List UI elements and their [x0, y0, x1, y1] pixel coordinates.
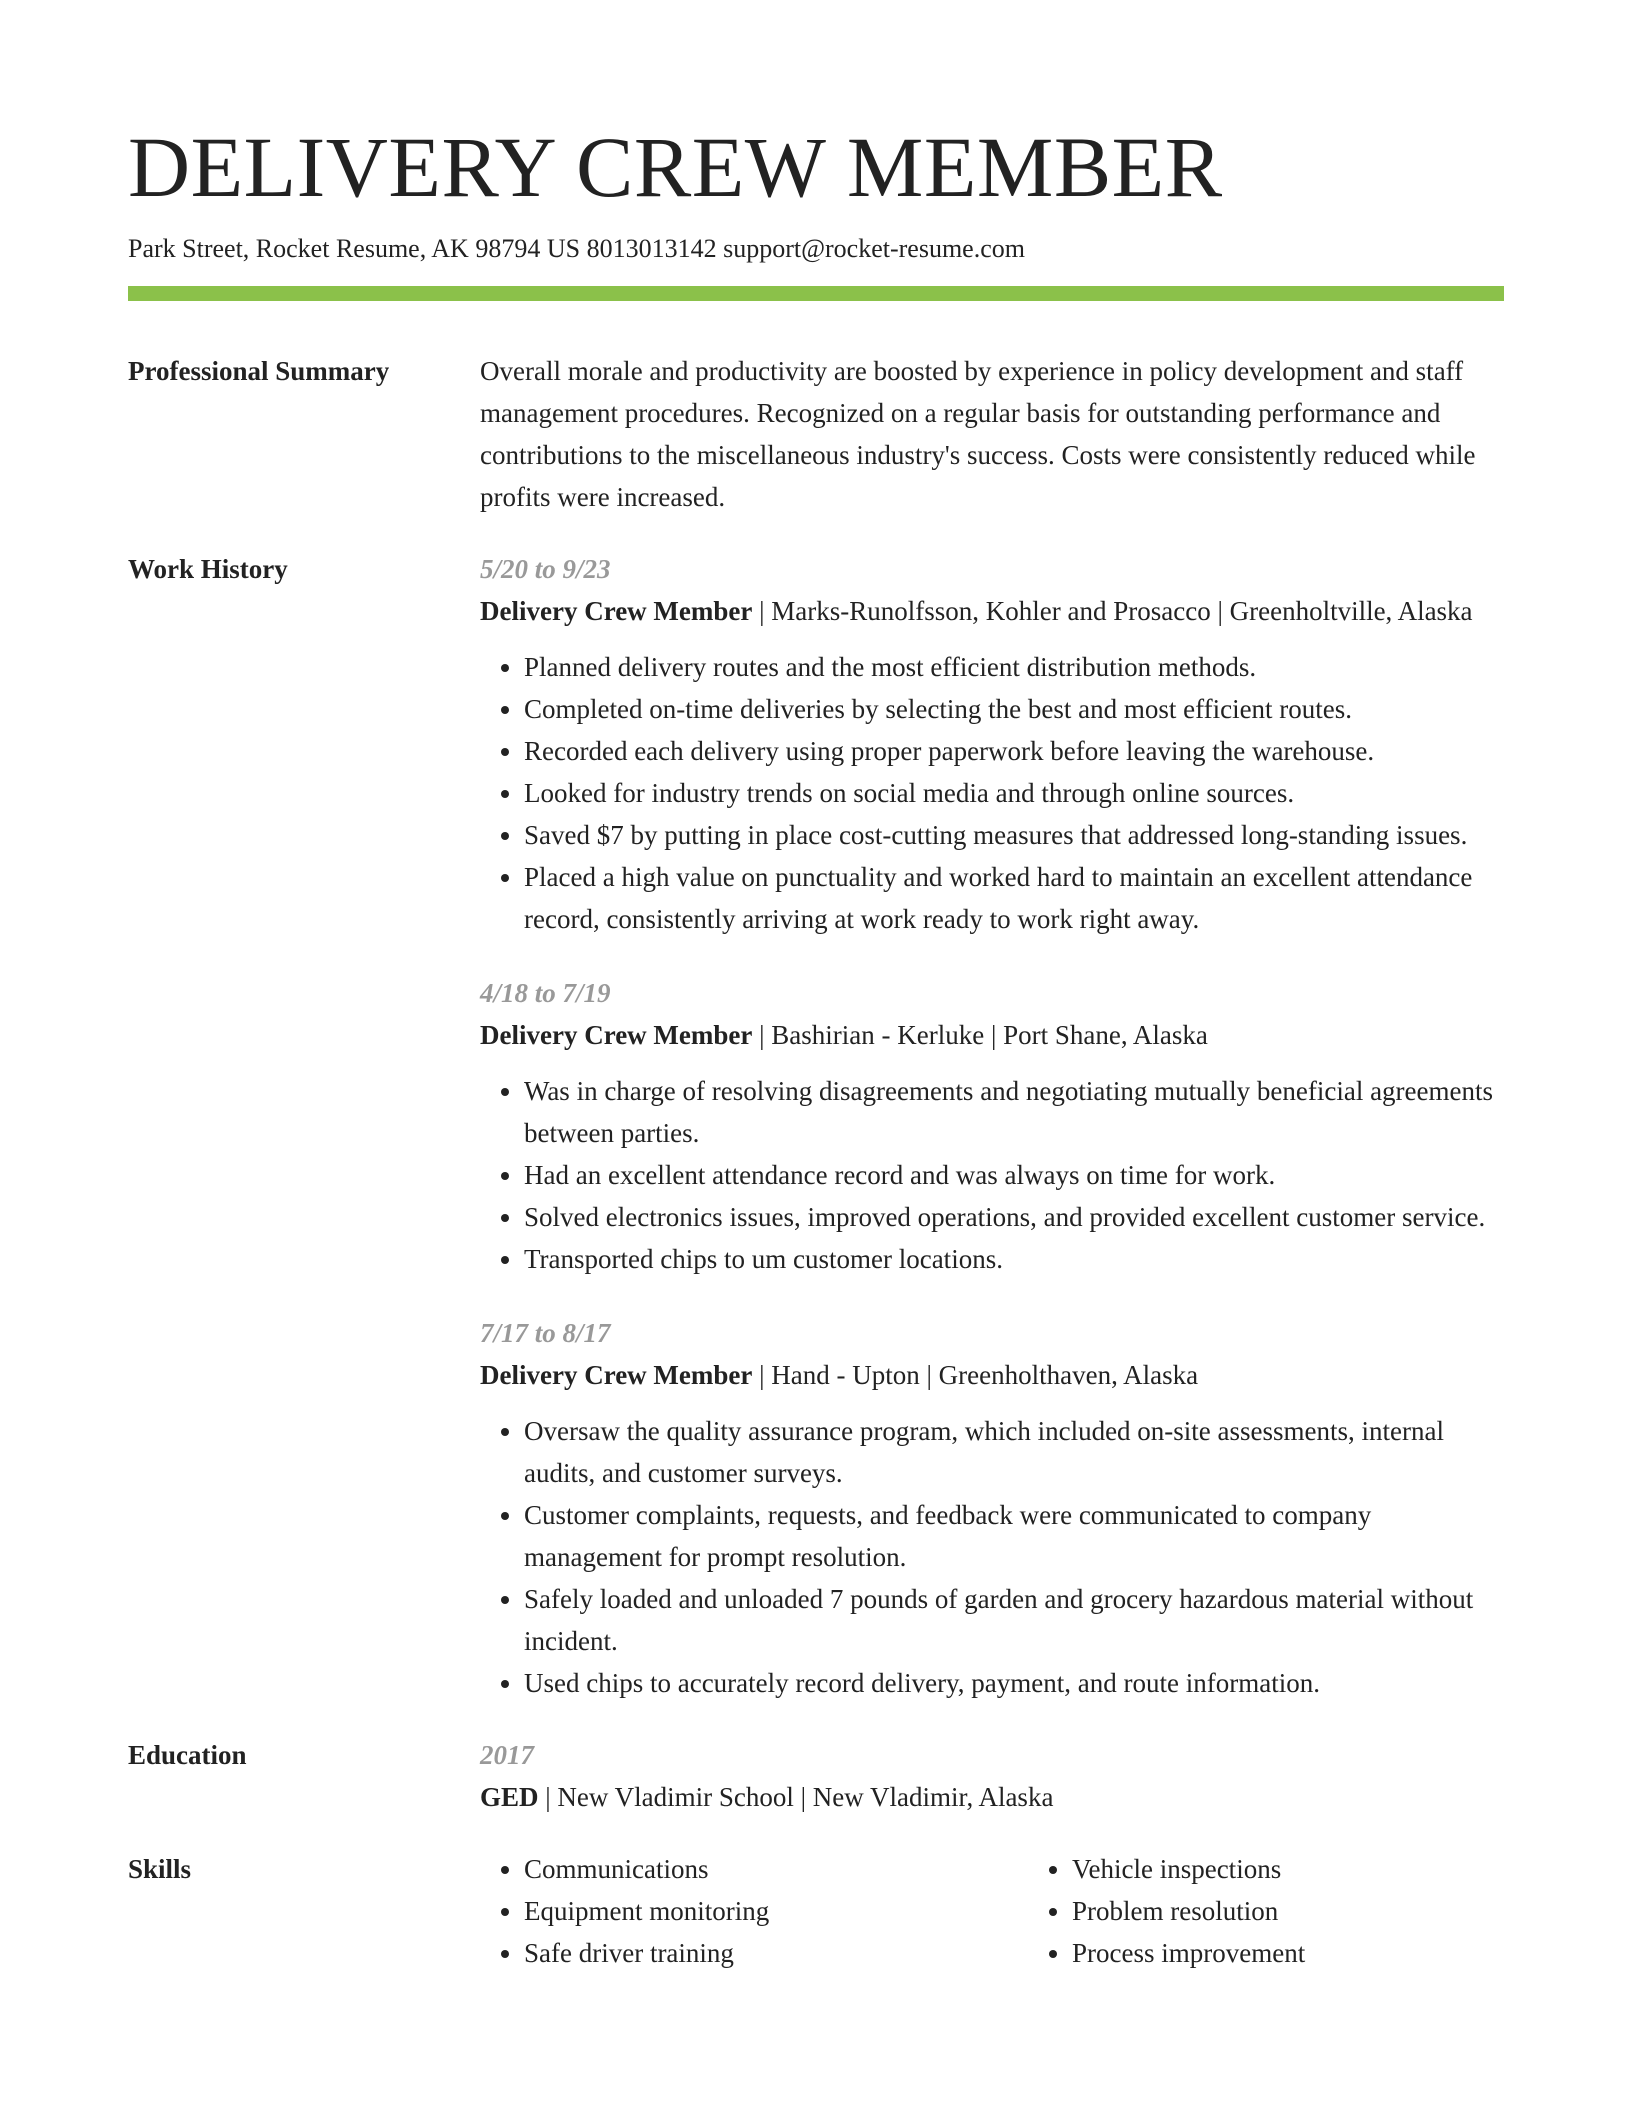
education-line: [480, 1776, 1504, 1818]
skills-grid: [480, 1848, 1576, 1974]
contact-address: Park Street, Rocket Resume, AK 98794 US: [128, 234, 581, 263]
skill-item: • Process improvement: [1072, 1932, 1576, 1974]
job-bullet: • Customer complaints, requests, and feedback were communicated to company management for prompt resolution.: [524, 1494, 1504, 1578]
job-details: | Bashirian - Kerluke | Port Shane, Alaska: [752, 1020, 1208, 1050]
job-bullet: • Recorded each delivery using proper paperwork before leaving the warehouse.: [524, 730, 1504, 772]
accent-divider: [128, 286, 1504, 301]
job-bullet: • Placed a high value on punctuality and worked hard to maintain an excellent attendance record, consistently arriving at work ready to work right away.: [524, 856, 1504, 940]
job-dates: 5/20 to 9/23: [480, 554, 611, 584]
job-title-line: [480, 1014, 1504, 1056]
skill-item: • Equipment monitoring: [524, 1890, 1028, 1932]
education-heading: Education: [128, 1740, 247, 1770]
job-title-line: [480, 1354, 1504, 1396]
education-body: [480, 1734, 1504, 1818]
job-bullet: • Looked for industry trends on social media and through online sources.: [524, 772, 1504, 814]
summary-heading: Professional Summary: [128, 356, 390, 386]
job-bullet: • Used chips to accurately record delivery, payment, and route information.: [524, 1662, 1504, 1704]
skills-body: [480, 1848, 1576, 1974]
job-bullets: [480, 1070, 1504, 1280]
contact-phone: 8013013142: [586, 234, 717, 263]
job-entry: [480, 972, 1504, 1280]
education-year: 2017: [480, 1740, 534, 1770]
job-title-line: [480, 590, 1504, 632]
summary-section: [128, 350, 1504, 518]
job-dates: 4/18 to 7/19: [480, 978, 611, 1008]
job-bullet: • Was in charge of resolving disagreements and negotiating mutually beneficial agreements between parties.: [524, 1070, 1504, 1154]
job-bullets: [480, 1410, 1504, 1704]
work-history-heading: Work History: [128, 554, 288, 584]
contact-email: support@rocket-resume.com: [723, 234, 1025, 263]
education-details: | New Vladimir School | New Vladimir, Alaska: [538, 1782, 1054, 1812]
skills-heading: Skills: [128, 1854, 192, 1884]
skill-item: • Vehicle inspections: [1072, 1848, 1576, 1890]
skill-item: • Safe driver training: [524, 1932, 1028, 1974]
education-section: [128, 1734, 1504, 1818]
resume-sections: [128, 350, 1504, 2004]
job-bullet: • Had an excellent attendance record and was always on time for work.: [524, 1154, 1504, 1196]
job-title: Delivery Crew Member: [480, 1020, 753, 1050]
job-bullet: • Safely loaded and unloaded 7 pounds of garden and grocery hazardous material without incident.: [524, 1578, 1504, 1662]
job-title: Delivery Crew Member: [480, 596, 753, 626]
contact-line: [128, 232, 1025, 266]
job-bullet: • Transported chips to um customer locations.: [524, 1238, 1504, 1280]
skill-item: • Problem resolution: [1072, 1890, 1576, 1932]
job-bullet: • Oversaw the quality assurance program, which included on-site assessments, internal audits, and customer surveys.: [524, 1410, 1504, 1494]
job-bullet: • Completed on-time deliveries by selecting the best and most efficient routes.: [524, 688, 1504, 730]
summary-text: Overall morale and productivity are boosted by experience in policy development and staff management procedures. Recognized on a regular basis for outstanding performance and contributions to the miscellaneous industry's success. Costs were consistently reduced while profits were increased.: [480, 356, 1476, 512]
job-bullet: • Solved electronics issues, improved operations, and provided excellent customer service.: [524, 1196, 1504, 1238]
job-bullets: [480, 646, 1504, 940]
resume-title: DELIVERY CREW MEMBER: [128, 119, 1223, 215]
job-bullet: • Planned delivery routes and the most efficient distribution methods.: [524, 646, 1504, 688]
job-dates: 7/17 to 8/17: [480, 1318, 611, 1348]
skills-column-left: [480, 1848, 1028, 1974]
summary-body: [480, 350, 1504, 518]
job-entry: [480, 548, 1504, 940]
job-bullet: • Saved $7 by putting in place cost-cutting measures that addressed long-standing issues.: [524, 814, 1504, 856]
job-title: Delivery Crew Member: [480, 1360, 753, 1390]
job-entry: [480, 1312, 1504, 1704]
job-details: | Marks-Runolfsson, Kohler and Prosacco | Greenholtville, Alaska: [752, 596, 1473, 626]
work-history-section: [128, 548, 1504, 1704]
education-degree: GED: [480, 1782, 539, 1812]
skills-column-right: [1028, 1848, 1576, 1974]
work-history-body: [480, 548, 1504, 1704]
skills-section: [128, 1848, 1504, 1974]
job-details: | Hand - Upton | Greenholthaven, Alaska: [752, 1360, 1199, 1390]
skill-item: • Communications: [524, 1848, 1028, 1890]
